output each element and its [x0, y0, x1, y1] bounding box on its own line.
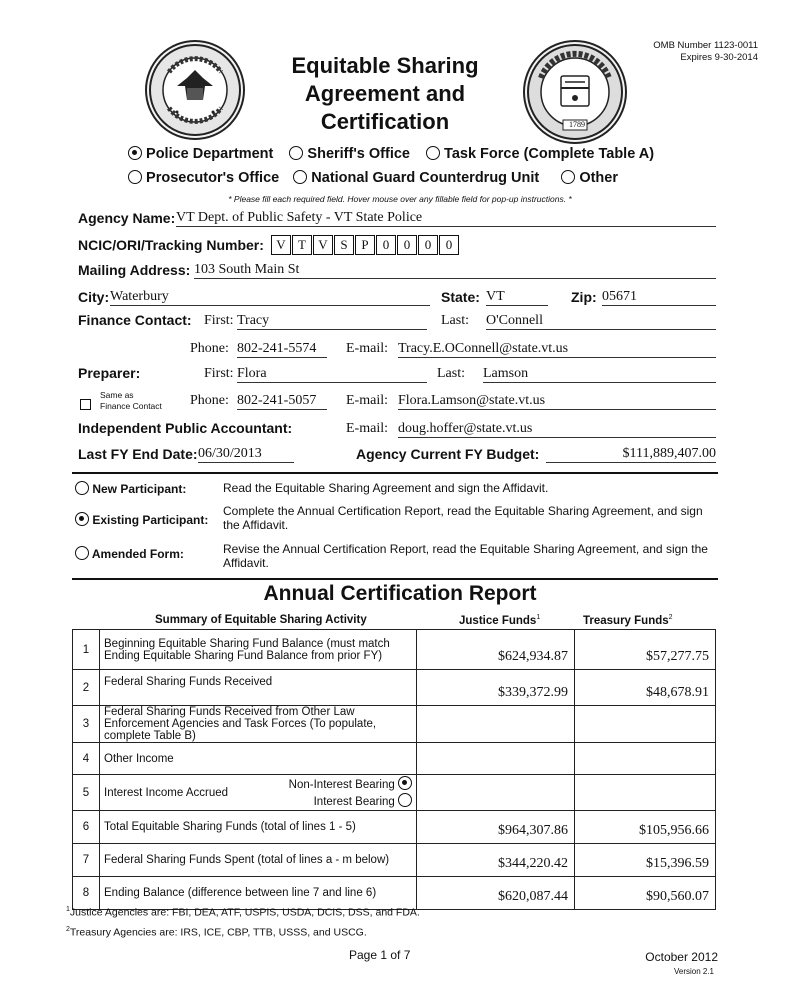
radio-icon[interactable]: [75, 481, 89, 495]
radio-icon[interactable]: [128, 146, 142, 160]
radio-national-guard[interactable]: National Guard Counterdrug Unit: [293, 170, 539, 186]
mailing-label: Mailing Address:: [78, 262, 191, 278]
treasury-seal-icon: [523, 40, 627, 144]
ncic-char: V: [271, 235, 291, 255]
agency-type-row-2: [128, 170, 618, 186]
fy-end-field[interactable]: 06/30/2013: [198, 446, 294, 463]
table-row: [73, 743, 716, 775]
radio-icon[interactable]: [398, 776, 412, 790]
page-number: Page 1 of 7: [349, 948, 411, 962]
preparer-label: Preparer:: [78, 365, 141, 381]
zip-field[interactable]: 05671: [602, 289, 716, 306]
table-row: [73, 775, 716, 811]
checkbox-icon[interactable]: [80, 399, 91, 410]
footer-version: Version 2.1: [673, 967, 714, 976]
radio-interest-bearing[interactable]: Interest Bearing: [314, 796, 412, 808]
radio-icon[interactable]: [398, 793, 412, 807]
radio-police-department[interactable]: Police Department: [128, 146, 273, 162]
radio-icon[interactable]: [426, 146, 440, 160]
row-number: 4: [73, 743, 100, 775]
treasury-year: 1789: [569, 120, 585, 129]
omb-number: OMB Number 1123-0011: [653, 40, 758, 51]
row-description: Total Equitable Sharing Funds (total of lines 1 - 5): [100, 811, 417, 844]
preparer-email-label: E-mail:: [346, 393, 388, 408]
row-description: Federal Sharing Funds Received: [100, 670, 417, 706]
preparer-first-field[interactable]: Flora: [237, 366, 427, 383]
agency-type-row-1: [128, 146, 654, 162]
title-line-2: Agreement and: [304, 81, 466, 106]
row-description: Federal Sharing Funds Received from Other Law Enforcement Agencies and Task Forces (To populate, complete Table B): [100, 706, 417, 743]
accountant-label: Independent Public Accountant:: [78, 420, 293, 436]
accountant-email-field[interactable]: doug.hoffer@state.vt.us: [398, 421, 716, 438]
justice-amount[interactable]: [417, 706, 575, 743]
preparer-first-label: First:: [204, 366, 234, 381]
table-row: [73, 630, 716, 670]
treasury-amount[interactable]: $48,678.91: [575, 670, 716, 706]
budget-label: Agency Current FY Budget:: [356, 446, 540, 462]
treasury-amount[interactable]: $105,956.66: [575, 811, 716, 844]
state-field[interactable]: VT: [486, 289, 548, 306]
preparer-phone-label: Phone:: [190, 393, 229, 408]
justice-amount[interactable]: $344,220.42: [417, 844, 575, 877]
justice-amount[interactable]: $339,372.99: [417, 670, 575, 706]
title-line-1: Equitable Sharing: [291, 53, 479, 78]
ncic-char: S: [334, 235, 354, 255]
interest-options: [289, 776, 412, 810]
row-description: Ending Balance (difference between line 7 and line 6): [100, 877, 417, 910]
finance-contact-label: Finance Contact:: [78, 312, 192, 328]
radio-prosecutors-office[interactable]: Prosecutor's Office: [128, 170, 279, 186]
finance-email-field[interactable]: Tracy.E.OConnell@state.vt.us: [398, 341, 716, 358]
col-treasury-header: Treasury Funds$^2$: [583, 614, 673, 627]
instructions: * Please fill each required field. Hover mouse over any fillable field for pop-up instructions. *: [228, 194, 572, 204]
table-row: [73, 706, 716, 743]
preparer-last-label: Last:: [437, 366, 465, 381]
agency-name-field[interactable]: VT Dept. of Public Safety - VT State Police: [176, 210, 716, 227]
treasury-amount[interactable]: $15,396.59: [575, 844, 716, 877]
page-title: [272, 52, 498, 136]
treasury-amount[interactable]: [575, 706, 716, 743]
row-description: Federal Sharing Funds Spent (total of lines a - m below): [100, 844, 417, 877]
finance-first-field[interactable]: Tracy: [237, 313, 427, 330]
radio-icon[interactable]: [75, 512, 89, 526]
radio-icon[interactable]: [289, 146, 303, 160]
radio-task-force[interactable]: Task Force (Complete Table A): [426, 146, 654, 162]
mailing-address-field[interactable]: 103 South Main St: [194, 262, 716, 279]
omb-expires: Expires 9-30-2014: [680, 52, 758, 63]
row-description: Beginning Equitable Sharing Fund Balance (must match Ending Equitable Sharing Fund Balance from prior FY): [100, 630, 417, 670]
col-justice-header: Justice Funds$^1$: [459, 614, 541, 627]
justice-amount[interactable]: $964,307.86: [417, 811, 575, 844]
radio-amended-form[interactable]: Amended Form:: [75, 546, 184, 561]
row-number: 3: [73, 706, 100, 743]
row-number: 6: [73, 811, 100, 844]
radio-new-participant[interactable]: New Participant:: [75, 481, 186, 496]
radio-icon[interactable]: [293, 170, 307, 184]
treasury-amount[interactable]: [575, 775, 716, 811]
table-row: [73, 811, 716, 844]
treasury-amount[interactable]: $90,560.07: [575, 877, 716, 910]
finance-last-field[interactable]: O'Connell: [486, 313, 716, 330]
radio-non-interest-bearing[interactable]: Non-Interest Bearing: [289, 779, 412, 791]
finance-phone-label: Phone:: [190, 341, 229, 356]
table-row: [73, 877, 716, 910]
budget-field[interactable]: $111,889,407.00: [546, 446, 716, 463]
same-as-line-2: Finance Contact: [100, 401, 162, 411]
row-description: Interest Income Accrued: [104, 786, 229, 799]
table-row: [73, 844, 716, 877]
finance-last-label: Last:: [441, 313, 469, 328]
ncic-char: 0: [397, 235, 417, 255]
fy-end-label: Last FY End Date:: [78, 446, 198, 462]
col-activity-header: Summary of Equitable Sharing Activity: [155, 614, 367, 626]
row-number: 7: [73, 844, 100, 877]
row-number: 8: [73, 877, 100, 910]
ncic-char: 0: [439, 235, 459, 255]
accountant-email-label: E-mail:: [346, 421, 388, 436]
radio-icon[interactable]: [75, 546, 89, 560]
zip-label: Zip:: [571, 289, 597, 305]
treasury-amount[interactable]: [575, 743, 716, 775]
row-description: Other Income: [100, 743, 417, 775]
ncic-char: P: [355, 235, 375, 255]
footer-date: October 2012: [645, 950, 718, 964]
radio-other[interactable]: Other: [561, 170, 618, 186]
city-label: City:: [78, 289, 110, 305]
ncic-field[interactable]: [271, 235, 460, 255]
preparer-last-field[interactable]: Lamson: [483, 366, 716, 383]
radio-sheriffs-office[interactable]: Sheriff's Office: [289, 146, 410, 162]
footnote-1: $^1$Justice Agencies are: FBI, DEA, ATF, USPIS, USDA, DCIS, DSS, and FDA.: [66, 906, 420, 919]
city-field[interactable]: Waterbury: [110, 289, 430, 306]
doj-seal-icon: [145, 40, 245, 140]
finance-first-label: First:: [204, 313, 234, 328]
same-as-line-1: Same as: [100, 390, 134, 400]
radio-icon[interactable]: [128, 170, 142, 184]
report-title: Annual Certification Report: [263, 582, 537, 605]
row-number: 1: [73, 630, 100, 670]
finance-email-label: E-mail:: [346, 341, 388, 356]
report-table: [72, 629, 716, 910]
preparer-email-field[interactable]: Flora.Lamson@state.vt.us: [398, 393, 716, 410]
ncic-char: 0: [376, 235, 396, 255]
same-as-label: [100, 390, 162, 412]
justice-amount[interactable]: [417, 743, 575, 775]
footnote-2: $^2$Treasury Agencies are: IRS, ICE, CBP, TTB, USSS, and USCG.: [66, 926, 367, 939]
same-as-checkbox[interactable]: [80, 397, 91, 415]
table-row: [73, 670, 716, 706]
row-number: 5: [73, 775, 100, 811]
existing-participant-text: Complete the Annual Certification Report, read the Equitable Sharing Agreement, and sign the Affidavit.: [223, 504, 703, 532]
preparer-phone-field[interactable]: 802-241-5057: [237, 393, 327, 410]
agency-name-label: Agency Name:: [78, 210, 176, 226]
justice-amount[interactable]: $620,087.44: [417, 877, 575, 910]
row-description-interest: [100, 775, 417, 811]
ncic-label: NCIC/ORI/Tracking Number:: [78, 237, 264, 253]
state-label: State:: [441, 289, 480, 305]
row-number: 2: [73, 670, 100, 706]
radio-existing-participant[interactable]: Existing Participant:: [75, 512, 208, 527]
omb-info: [653, 40, 758, 64]
divider: [72, 578, 718, 580]
treasury-amount[interactable]: $57,277.75: [575, 630, 716, 670]
justice-amount[interactable]: $624,934.87: [417, 630, 575, 670]
radio-icon[interactable]: [561, 170, 575, 184]
finance-phone-field[interactable]: 802-241-5574: [237, 341, 327, 358]
title-line-3: Certification: [320, 109, 450, 134]
new-participant-text: Read the Equitable Sharing Agreement and sign the Affidavit.: [223, 481, 549, 495]
justice-amount[interactable]: [417, 775, 575, 811]
divider: [72, 472, 718, 474]
ncic-char: V: [313, 235, 333, 255]
ncic-char: T: [292, 235, 312, 255]
amended-form-text: Revise the Annual Certification Report, read the Equitable Sharing Agreement, and sign the Affidavit.: [223, 542, 708, 570]
ncic-char: 0: [418, 235, 438, 255]
